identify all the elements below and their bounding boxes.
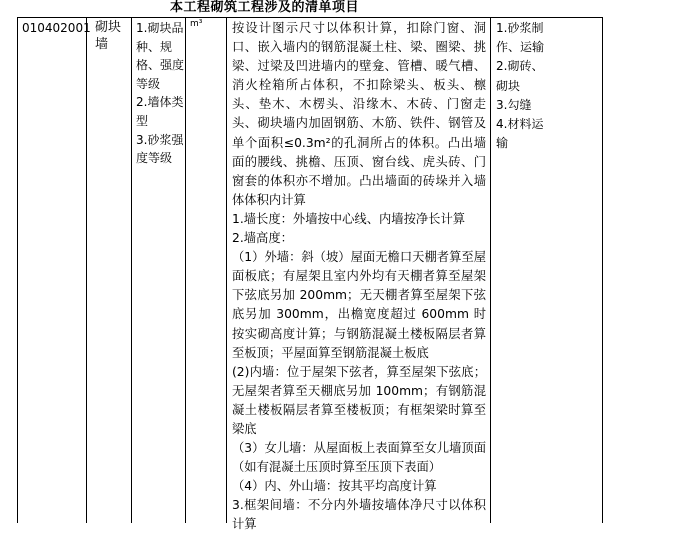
rule-line: 2.墙高度： [232, 231, 293, 246]
rule-line: 3.框架间墙：不分内外墙按墙体净尺寸以体积计算 [232, 498, 486, 532]
table-border-left [17, 18, 18, 523]
item-code: 010402001 [22, 21, 91, 35]
feature-line: 2.墙体类型 [136, 95, 184, 128]
bill-of-quantities-table [17, 17, 603, 532]
column-divider [490, 18, 491, 523]
rule-line: （1）外墙：斜（坡）屋面无檐口天棚者算至屋面板底；有屋架且室内外均有天棚者算至屋架下弦底另加 200mm；无天棚者算至屋架下弦底另加 300mm，出檐宽度超过 600mm 时按实砌高度计算；与钢筋混凝土楼板隔层者算至板顶；平屋面算至钢筋混凝土板底 [232, 250, 486, 360]
item-unit: m³ [190, 19, 203, 29]
rule-line: 按设计图示尺寸以体积计算，扣除门窗、洞口、嵌入墙内的钢筋混凝土柱、梁、圈梁、挑梁、过梁及凹进墙内的壁龛、管槽、暖气槽、消火栓箱所占体积，不扣除梁头、板头、檩头、垫木、木楞头、沿缘木、木砖、门窗走头、砌块墙内加固钢筋、木筋、铁件、钢管及单个面积≤0.3m²的孔洞所占的体积。凸出墙面的腰线、挑檐、压顶、窗台线、虎头砖、门窗套的体积亦不增加。凸出墙面的砖垛并入墙体体积内计算 [232, 21, 486, 207]
column-divider [226, 18, 227, 523]
feature-line: 3.砂浆强度等级 [136, 132, 184, 166]
rule-line: （4）内、外山墙：按其平均高度计算 [232, 479, 437, 494]
work-line: 3.勾缝 [496, 97, 532, 112]
work-line: 2.砌砖、砌块 [496, 59, 544, 93]
work-line: 4.材料运输 [496, 117, 544, 151]
rule-line: (2)内墙：位于屋架下弦者，算至屋架下弦底；无屋架者算至天棚底另加 100mm；有钢筋混凝土楼板隔层者算至楼板顶；有框架梁时算至梁底 [232, 364, 486, 436]
rule-line: （3）女儿墙：从屋面板上表面算至女儿墙顶面（如有混凝土压顶时算至压顶下表面） [232, 441, 486, 475]
feature-line: 1.砌块品种、规格、强度等级 [136, 21, 185, 91]
item-work-content [496, 19, 552, 153]
table-border-right [602, 18, 603, 523]
item-name: 砌块墙 [95, 20, 122, 52]
work-line: 1.砂浆制作、运输 [496, 21, 545, 55]
column-divider [86, 18, 87, 523]
column-divider [131, 18, 132, 523]
rule-line: 1.墙长度：外墙按中心线、内墙按净长计算 [232, 211, 466, 226]
item-calculation-rule [232, 19, 486, 535]
item-features [136, 19, 186, 168]
page-title: 本工程砌筑工程涉及的清单项目 [170, 0, 360, 15]
